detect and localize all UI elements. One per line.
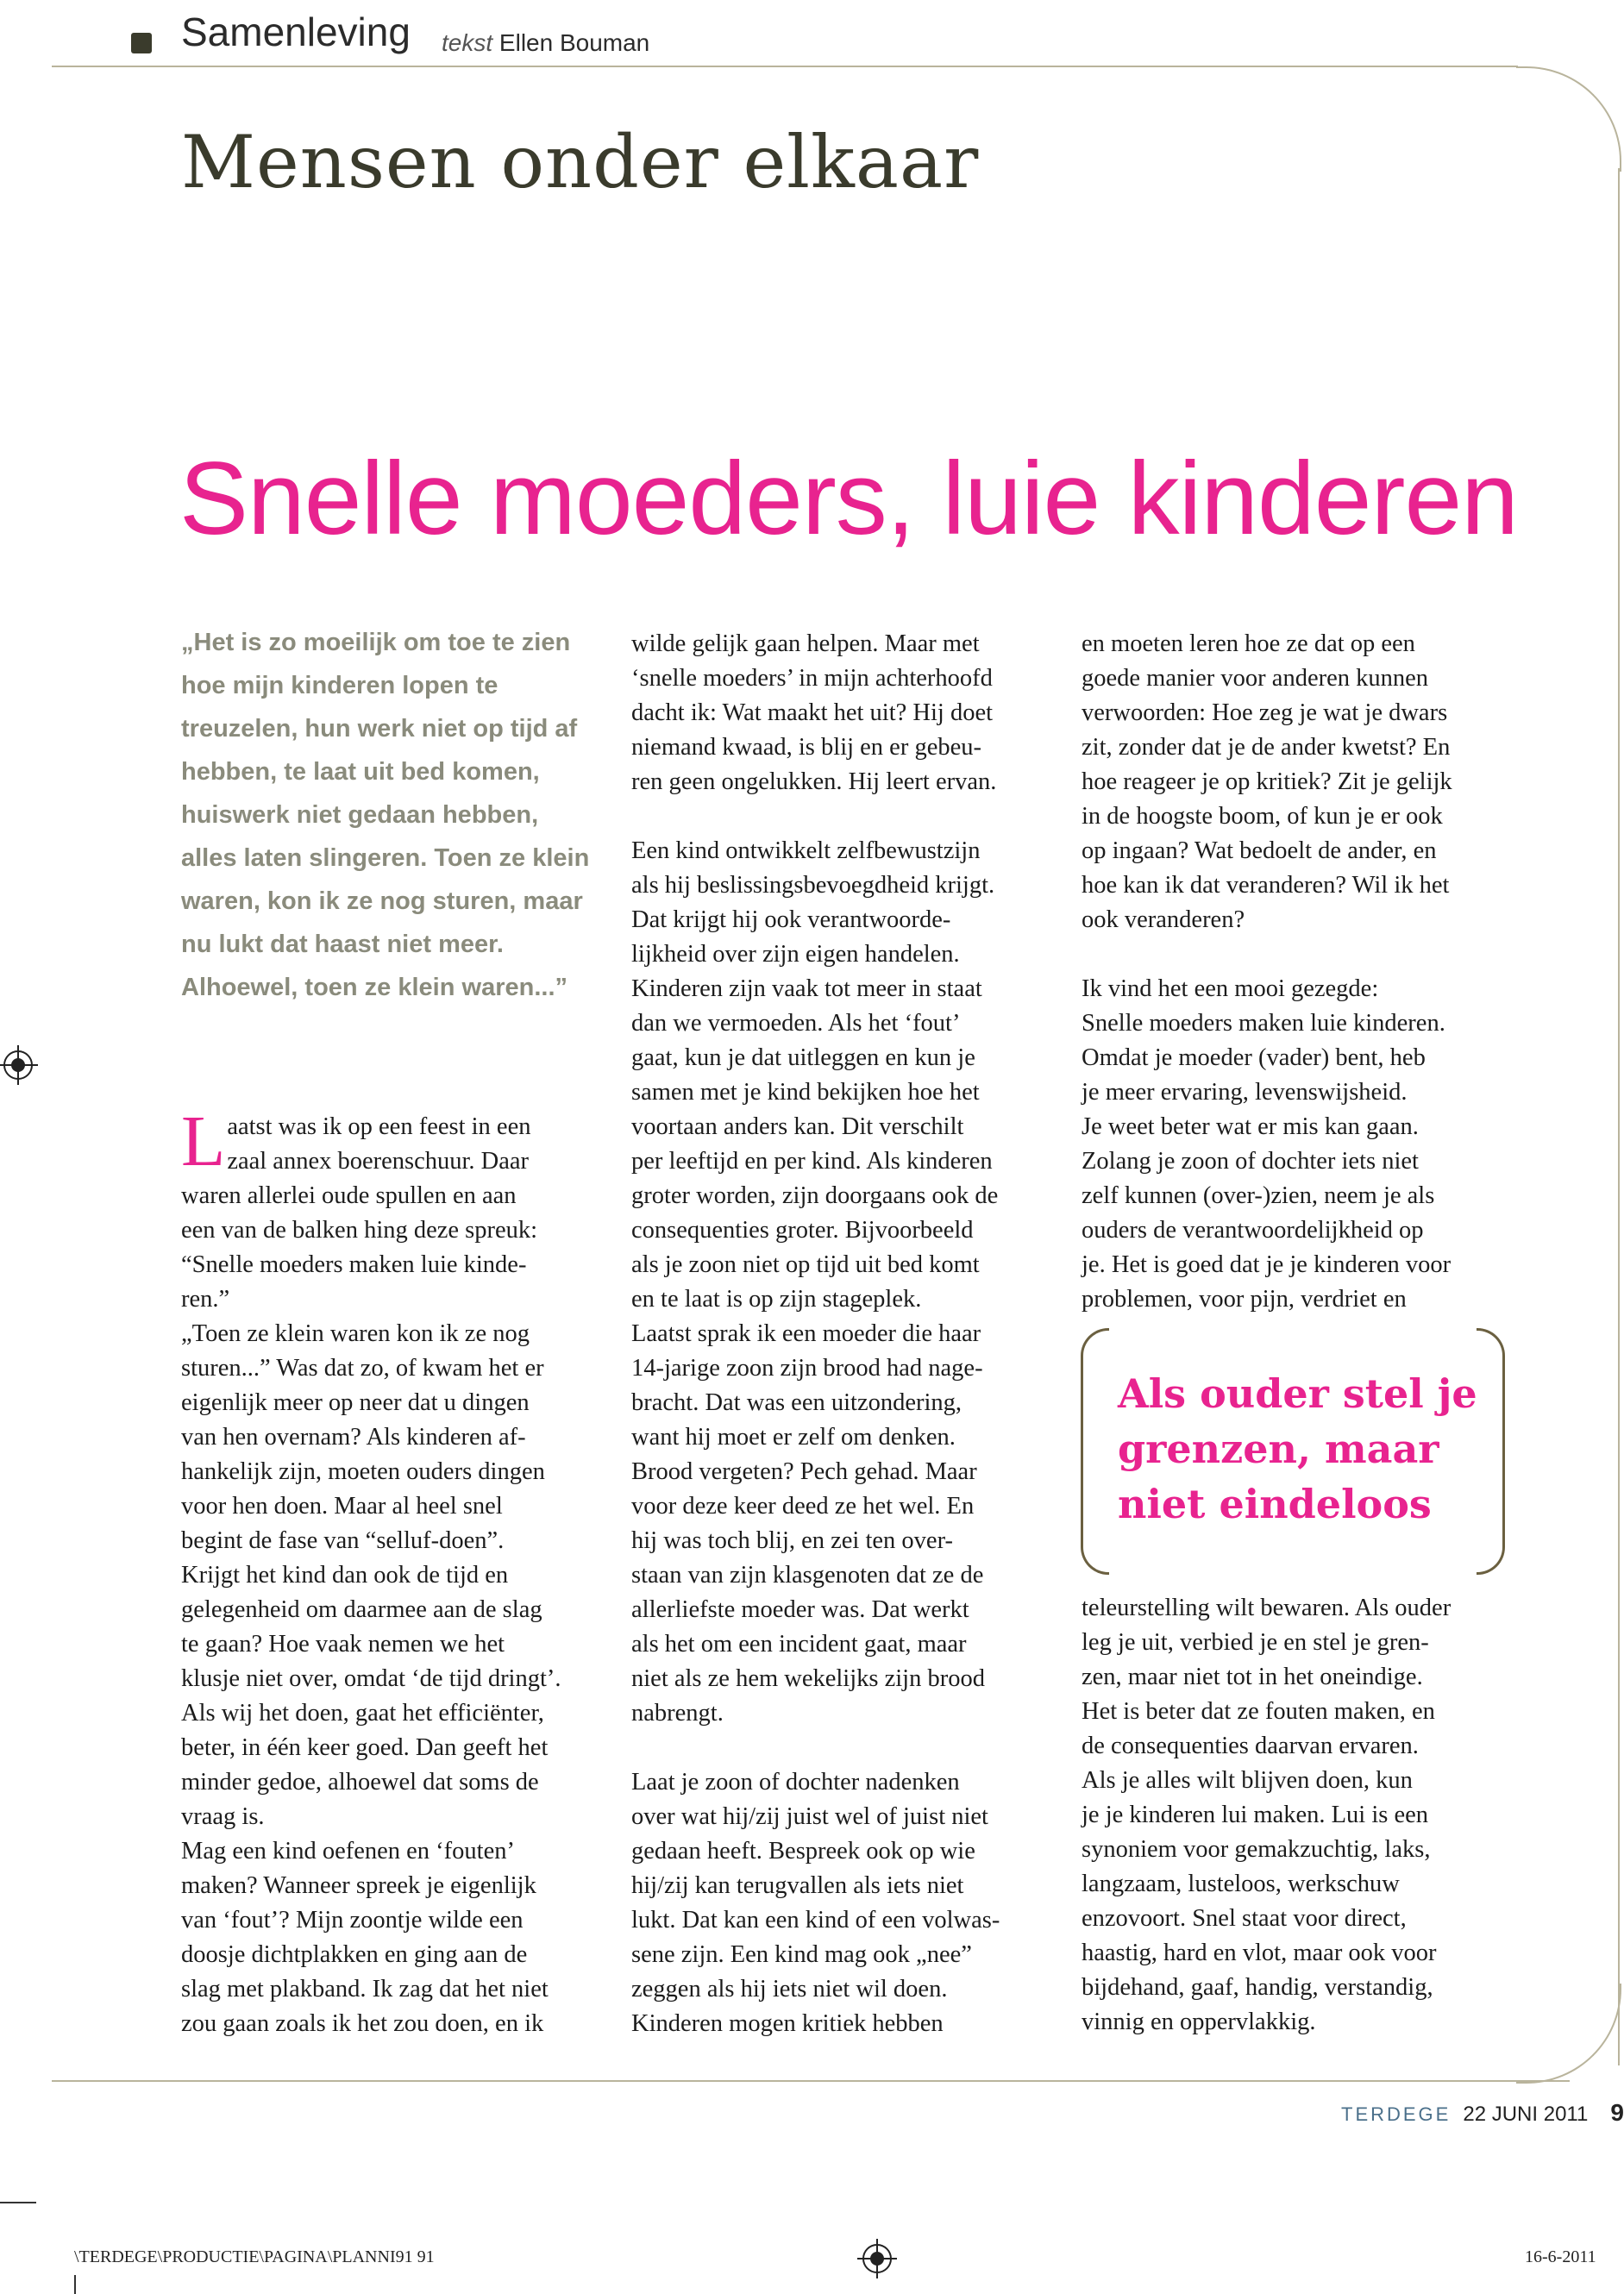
text-line: je je kinderen lui maken. Lui is een [1082,1802,1429,1828]
frame-bottom-corner [1516,1984,1621,2084]
text-line: beter, in één keer goed. Dan geeft het [181,1734,549,1761]
registration-mark-icon [862,2244,892,2273]
text-line: voor hen doen. Maar al heel snel [181,1493,503,1520]
text-line: gedaan heeft. Bespreek ook op wie [631,1838,975,1865]
text-line: Snelle moeders maken luie kinderen. [1082,1010,1445,1037]
text-line: ook veranderen? [1082,906,1245,933]
text-line: “Snelle moeders maken luie kinde- [181,1251,527,1278]
text-line: synoniem voor gemakzuchtig, laks, [1082,1836,1431,1863]
text-line: bracht. Dat was een uitzondering, [631,1389,962,1416]
byline-label: tekst [442,29,493,56]
text-line: Brood vergeten? Pech gehad. Maar [631,1458,977,1485]
trim-mark [0,2202,36,2203]
text-line: hij was toch blij, en zei ten over- [631,1527,953,1554]
text-line: per leeftijd en per kind. Als kinderen [631,1148,993,1175]
text-line: zit, zonder dat je de ander kwetst? En [1082,734,1451,761]
text-line: als hij beslissingsbevoegdheid krijgt. [631,872,995,899]
text-line: hankelijk zijn, moeten ouders dingen [181,1458,545,1485]
text-line: de consequenties daarvan ervaren. [1082,1733,1419,1759]
paragraph-4 [631,1765,1063,2041]
text-line: groter worden, zijn doorgaans ook de [631,1182,999,1209]
column-kicker: Mensen onder elkaar [181,120,980,204]
pullquote-bracket-right [1477,1328,1505,1575]
body-column-1 [181,1101,612,2041]
pullquote: Als ouder stel je grenzen, maar niet eindeloos [1118,1370,1477,1527]
text-line: zou gaan zoals ik het zou doen, en ik [181,2010,544,2037]
text-line: vraag is. [181,1803,265,1830]
text-line: gaat, kun je dat uitleggen en kun je [631,1044,975,1071]
pullquote-bracket-left [1081,1328,1109,1575]
paragraph-7 [1082,1591,1513,2040]
text-line: Als wij het doen, gaat het efficiënter, [181,1700,544,1727]
text-line: en te laat is op zijn stageplek. [631,1286,922,1313]
text-line: niet als ze hem wekelijks zijn brood [631,1665,985,1692]
text-line: Het is beter dat ze fouten maken, en [1082,1698,1435,1725]
text-line: „Toen ze klein waren kon ik ze nog [181,1320,530,1347]
text-line: lijkheid over zijn eigen handelen. [631,941,960,968]
text-line: verwoorden: Hoe zeg je wat je dwars [1082,699,1448,726]
text-line: Kinderen zijn vaak tot meer in staat [631,975,982,1002]
text-line: gelegenheid om daarmee aan de slag [181,1596,542,1623]
body-column-2 [631,627,1063,2041]
text-line: teleurstelling wilt bewaren. Als ouder [1082,1595,1452,1621]
article-headline: Snelle moeders, luie kinderen [179,441,1518,556]
slug-date: 16-6-2011 [1525,2247,1596,2266]
text-line: voortaan anders kan. Dit verschilt [631,1113,964,1140]
text-line: goede manier voor anderen kunnen [1082,665,1429,692]
text-line: consequenties groter. Bijvoorbeeld [631,1217,974,1244]
text-line: over wat hij/zij juist wel of juist niet [631,1803,988,1830]
text-line: lukt. Dat kan een kind of een volwas- [631,1907,1000,1934]
text-line: ren.” [181,1286,230,1313]
text-line: van ‘fout’? Mijn zoontje wilde een [181,1907,524,1934]
paragraph-3 [631,834,1063,1731]
text-line: van hen overnam? Als kinderen af- [181,1424,526,1451]
text-line: Krijgt het kind dan ook de tijd en [181,1562,509,1589]
issue-date: 22 JUNI 2011 [1463,2103,1589,2126]
text-line: enzovoort. Snel staat voor direct, [1082,1905,1407,1932]
text-line: sene zijn. Een kind mag ook „nee” [631,1941,972,1968]
text-line: wilde gelijk gaan helpen. Maar met [631,630,980,657]
text-line: 14-jarige zoon zijn brood had nage- [631,1355,983,1382]
text-line: staan van zijn klasgenoten dat ze de [631,1562,984,1589]
text-line: minder gedoe, alhoewel dat soms de [181,1769,539,1796]
text-line: zen, maar niet tot in het oneindige. [1082,1664,1423,1690]
text-line: Dat krijgt hij ook verantwoorde- [631,906,951,933]
trim-mark [74,2275,76,2294]
author-name: Ellen Bouman [498,29,650,56]
text-line: zelf kunnen (over-)zien, neem je als [1082,1182,1435,1209]
text-line: Je weet beter wat er mis kan gaan. [1082,1113,1419,1140]
text-line: Als je alles wilt blijven doen, kun [1082,1767,1413,1794]
text-line: ‘snelle moeders’ in mijn achterhoofd [631,665,993,692]
text-line: vinnig en oppervlakkig. [1082,2009,1316,2035]
paragraph-5 [1082,627,1513,937]
text-line: begint de fase van “selluf-doen”. [181,1527,505,1554]
text-line: maken? Wanneer spreek je eigenlijk [181,1872,536,1899]
text-line: Laat je zoon of dochter nadenken [631,1769,960,1796]
page-footer [1341,2101,1624,2125]
text-line: bijdehand, gaaf, handig, verstandig, [1082,1974,1433,2001]
text-line: klusje niet over, omdat ‘de tijd dringt’. [181,1665,561,1692]
text-line: Kinderen mogen kritiek hebben [631,2010,944,2037]
drop-cap: L [181,1101,226,1181]
text-line: op ingaan? Wat bedoelt de ander, en [1082,837,1437,864]
text-line: in de hoogste boom, of kun je er ook [1082,803,1443,830]
text-line: Een kind ontwikkelt zelfbewustzijn [631,837,981,864]
text-line: en moeten leren hoe ze dat op een [1082,630,1415,657]
text-line: als je zoon niet op tijd uit bed komt [631,1251,980,1278]
text-line: een van de balken hing deze spreuk: [181,1217,538,1244]
text-line: je meer ervaring, levenswijsheid. [1082,1079,1408,1106]
byline [442,31,649,55]
text-line: ren geen ongelukken. Hij leert ervan. [631,768,997,795]
paragraph-6 [1082,972,1513,1317]
intro-quote: „Het is zo moeilijk om toe te zien hoe mijn kinderen lopen te treuzelen, hun werk niet op tijd af hebben, te laat uit bed komen, huiswerk niet gedaan hebben, alles laten slingeren. Toen ze klein waren, kon ik ze nog sturen, maar nu lukt dat haast niet meer. Alhoewel, toen ze klein waren...” [181,629,590,1001]
text-line: hoe kan ik dat veranderen? Wil ik het [1082,872,1450,899]
frame-top-rule [52,66,1518,67]
paragraph-1 [181,1101,612,2041]
text-line: hoe reageer je op kritiek? Zit je gelijk [1082,768,1452,795]
text-line: haastig, hard en vlot, maar ook voor [1082,1940,1437,1966]
text-line: leg je uit, verbied je en stel je gren- [1082,1629,1429,1656]
paragraph-2 [631,627,1063,799]
section-title: Samenleving [181,9,411,54]
text-line: nabrengt. [631,1700,724,1727]
text-line: zeggen als hij iets niet wil doen. [631,1976,948,2003]
text-line: want hij moet er zelf om denken. [631,1424,956,1451]
text-line: Omdat je moeder (vader) bent, heb [1082,1044,1426,1071]
body-column-3-top [1082,627,1513,1317]
text-line: sturen...” Was dat zo, of kwam het er [181,1355,544,1382]
section-marker-square [131,33,152,53]
frame-top-corner [1516,66,1621,172]
text-line: doosje dichtplakken en ging aan de [181,1941,528,1968]
text-line: Laatst sprak ik een moeder die haar [631,1320,981,1347]
text-line: niemand kwaad, is blij en er gebeu- [631,734,981,761]
text-line: als het om een incident gaat, maar [631,1631,967,1658]
text-line: Ik vind het een mooi gezegde: [1082,975,1379,1002]
text-line: problemen, voor pijn, verdriet en [1082,1286,1407,1313]
body-column-3-bottom [1082,1591,1513,2040]
page-number: 9 [1610,2099,1624,2126]
slug-file-path: \TERDEGE\PRODUCTIE\PAGINA\PLANNI91 91 [74,2247,435,2266]
text-line: Zolang je zoon of dochter iets niet [1082,1148,1419,1175]
text-line: samen met je kind bekijken hoe het [631,1079,980,1106]
magazine-name: TERDEGE [1341,2103,1452,2125]
text-line: ouders de verantwoordelijkheid op [1082,1217,1424,1244]
frame-right-rule [1618,168,1620,2065]
registration-mark-icon [3,1050,33,1080]
text-line: waren allerlei oude spullen en aan [181,1182,517,1209]
text-line: langzaam, lusteloos, werkschuw [1082,1871,1400,1897]
text-line: Mag een kind oefenen en ‘fouten’ [181,1838,515,1865]
text-line: eigenlijk meer op neer dat u dingen [181,1389,530,1416]
text-line: hij/zij kan terugvallen als iets niet [631,1872,964,1899]
text-line: aatst was ik op een feest in een [227,1113,531,1140]
text-line: te gaan? Hoe vaak nemen we het [181,1631,505,1658]
frame-bottom-rule [52,2080,1570,2082]
text-line: dan we vermoeden. Als het ‘fout’ [631,1010,961,1037]
text-line: slag met plakband. Ik zag dat het niet [181,1976,549,2003]
text-line: allerliefste moeder was. Dat werkt [631,1596,969,1623]
text-line: zaal annex boerenschuur. Daar [227,1148,530,1175]
text-line: je. Het is goed dat je je kinderen voor [1082,1251,1452,1278]
text-line: voor deze keer deed ze het wel. En [631,1493,975,1520]
text-line: dacht ik: Wat maakt het uit? Hij doet [631,699,994,726]
